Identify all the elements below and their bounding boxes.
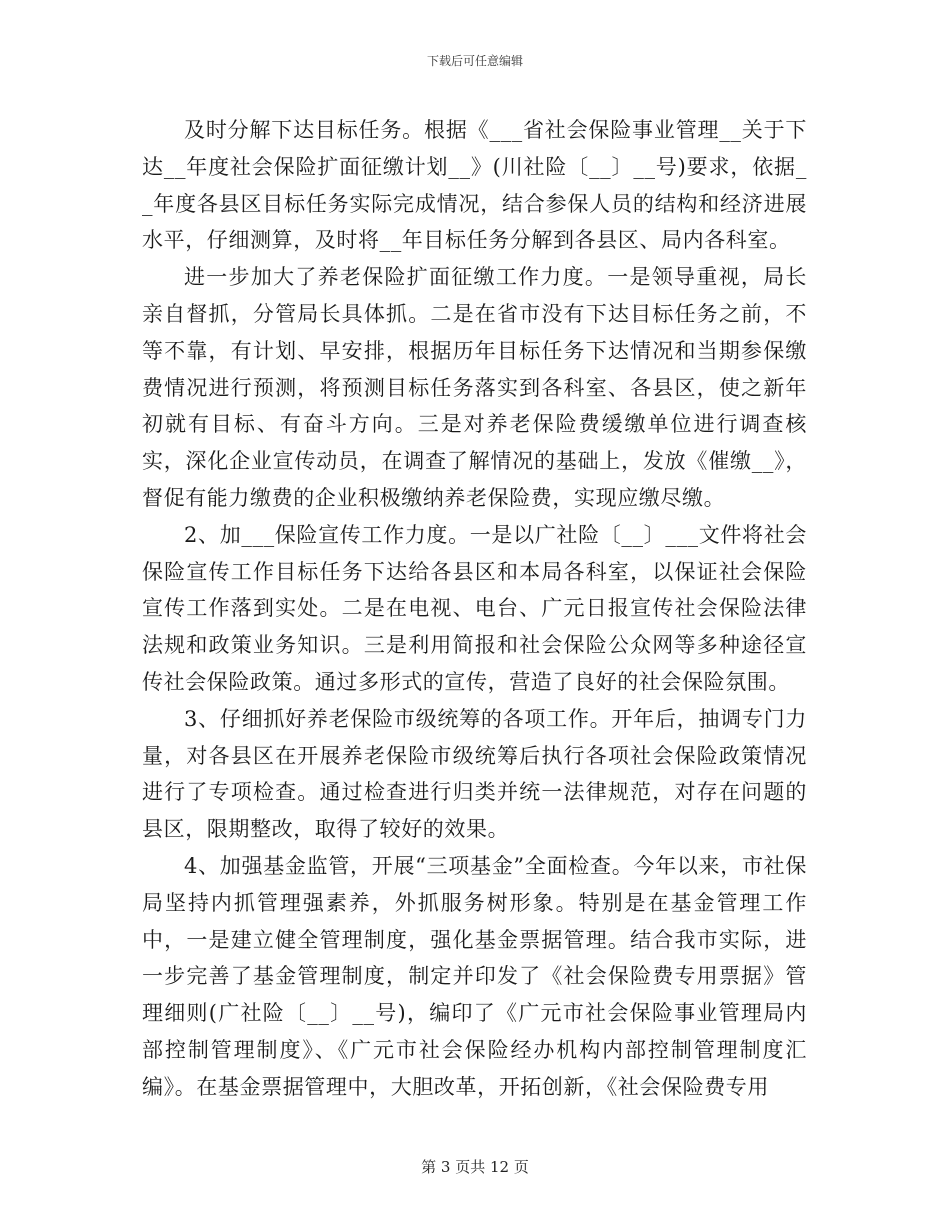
page-header-note: 下载后可任意编辑	[426, 54, 523, 68]
paragraph-pension-collection: 进一步加大了养老保险扩面征缴工作力度。一是领导重视，局长亲自督抓，分管局长具体抓。二是在省市没有下达目标任务之前，不等不靠，有计划、早安排，根据历年目标任务下达情况和当期参保缴费情况进行预测，将预测目标任务落实到各科室、各县区，使之新年初就有目标、有奋斗方向。三是对养老保险费缓缴单位进行调查核实，深化企业宣传动员，在调查了解情况的基础上，发放《催缴__》，督促有能力缴费的企业积极缴纳养老保险费，实现应缴尽缴。	[142, 265, 807, 510]
paragraph-insurance-publicity: 2、加___保险宣传工作力度。一是以广社险〔__〕___文件将社会保险宣传工作目标任务下达给各县区和本局各科室，以保证社会保险宣传工作落到实处。二是在电视、电台、广元日报宣传社会保险法律法规和政策业务知识。三是利用简报和社会保险公众网等多种途径宣传社会保险政策。通过多形式的宣传，营造了良好的社会保险氛围。	[142, 522, 807, 694]
paragraph-city-level-pooling: 3、仔细抓好养老保险市级统筹的各项工作。开年后，抽调专门力量，对各县区在开展养老保险市级统筹后执行各项社会保险政策情况进行了专项检查。通过检查进行归类并统一法律规范，对存在问题的县区，限期整改，取得了较好的效果。	[142, 706, 807, 842]
document-body	[142, 112, 807, 1106]
paragraph-target-decomposition: 及时分解下达目标任务。根据《___省社会保险事业管理__关于下达__年度社会保险扩面征缴计划__》(川社险〔__〕__号)要求，依据__年度各县区目标任务实际完成情况，结合参保人员的结构和经济进展水平，仔细测算，及时将__年目标任务分解到各县区、局内各科室。	[142, 118, 807, 253]
paragraph-fund-supervision: 4、加强基金监管，开展“三项基金”全面检查。今年以来，市社保局坚持内抓管理强素养，外抓服务树形象。特别是在基金管理工作中，一是建立健全管理制度，强化基金票据管理。结合我市实际，进一步完善了基金管理制度，制定并印发了《社会保险费专用票据》管理细则(广社险〔__〕__号)，编印了《广元市社会保险事业管理局内部控制管理制度》、《广元市社会保险经办机构内部控制管理制度汇编》。在基金票据管理中，大胆改革，开拓创新，《社会保险费专用	[142, 853, 807, 1099]
page-number: 第 3 页共 12 页	[421, 1158, 529, 1176]
